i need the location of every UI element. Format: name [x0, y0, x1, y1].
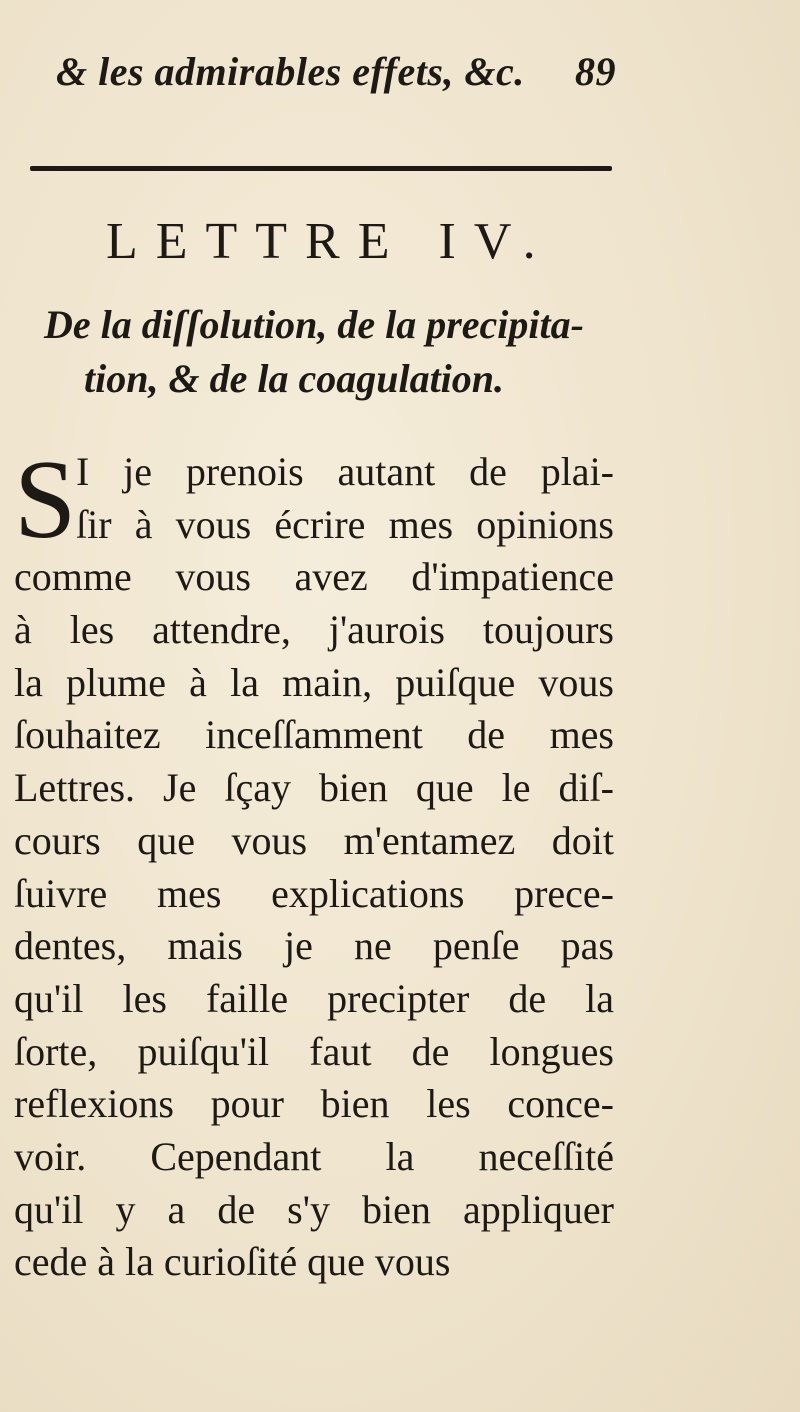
text-line: la plume à la main, puiſque vous — [14, 659, 614, 705]
text-line: ſouhaitez inceſſamment de mes — [14, 712, 614, 758]
text-line: comme vous avez d'impatience — [14, 554, 614, 600]
header-rule — [30, 166, 612, 171]
text-line: qu'il les faille precipter de la — [14, 975, 614, 1021]
text-line: qu'il y a de s'y bien appliquer — [14, 1186, 614, 1232]
text-line: dentes, mais je ne penſe pas — [14, 923, 614, 969]
letter-subtitle — [44, 298, 614, 406]
text-line: à les attendre, j'aurois toujours — [14, 607, 614, 653]
drop-cap: S — [14, 438, 77, 562]
text-line: Lettres. Je ſçay bien que le diſ- — [14, 765, 614, 811]
page-number: 89 — [575, 49, 616, 94]
text-line: reflexions pour bien les conce- — [14, 1081, 614, 1127]
text-line: ſuivre mes explications prece- — [14, 870, 614, 916]
running-head — [56, 42, 616, 102]
text-line: ſorte, puiſqu'il faut de longues — [14, 1028, 614, 1074]
text-line: voir. Cependant la neceſſité — [14, 1133, 614, 1179]
subtitle-line: tion, & de la coagulation. — [84, 356, 505, 401]
text-line: ſir à vous écrire mes opinions — [76, 501, 614, 547]
subtitle-line: De la diſſolution, de la precipita- — [44, 302, 584, 347]
body-text — [14, 438, 614, 1289]
text-line: cours que vous m'entamez doit — [14, 817, 614, 863]
text-line: cede à la curioſité que vous — [14, 1239, 451, 1285]
text-line: I je prenois autant de plai- — [76, 449, 614, 494]
running-title: & les admirables effets, &c. — [56, 49, 525, 94]
letter-heading: LETTRE IV. — [106, 213, 554, 270]
